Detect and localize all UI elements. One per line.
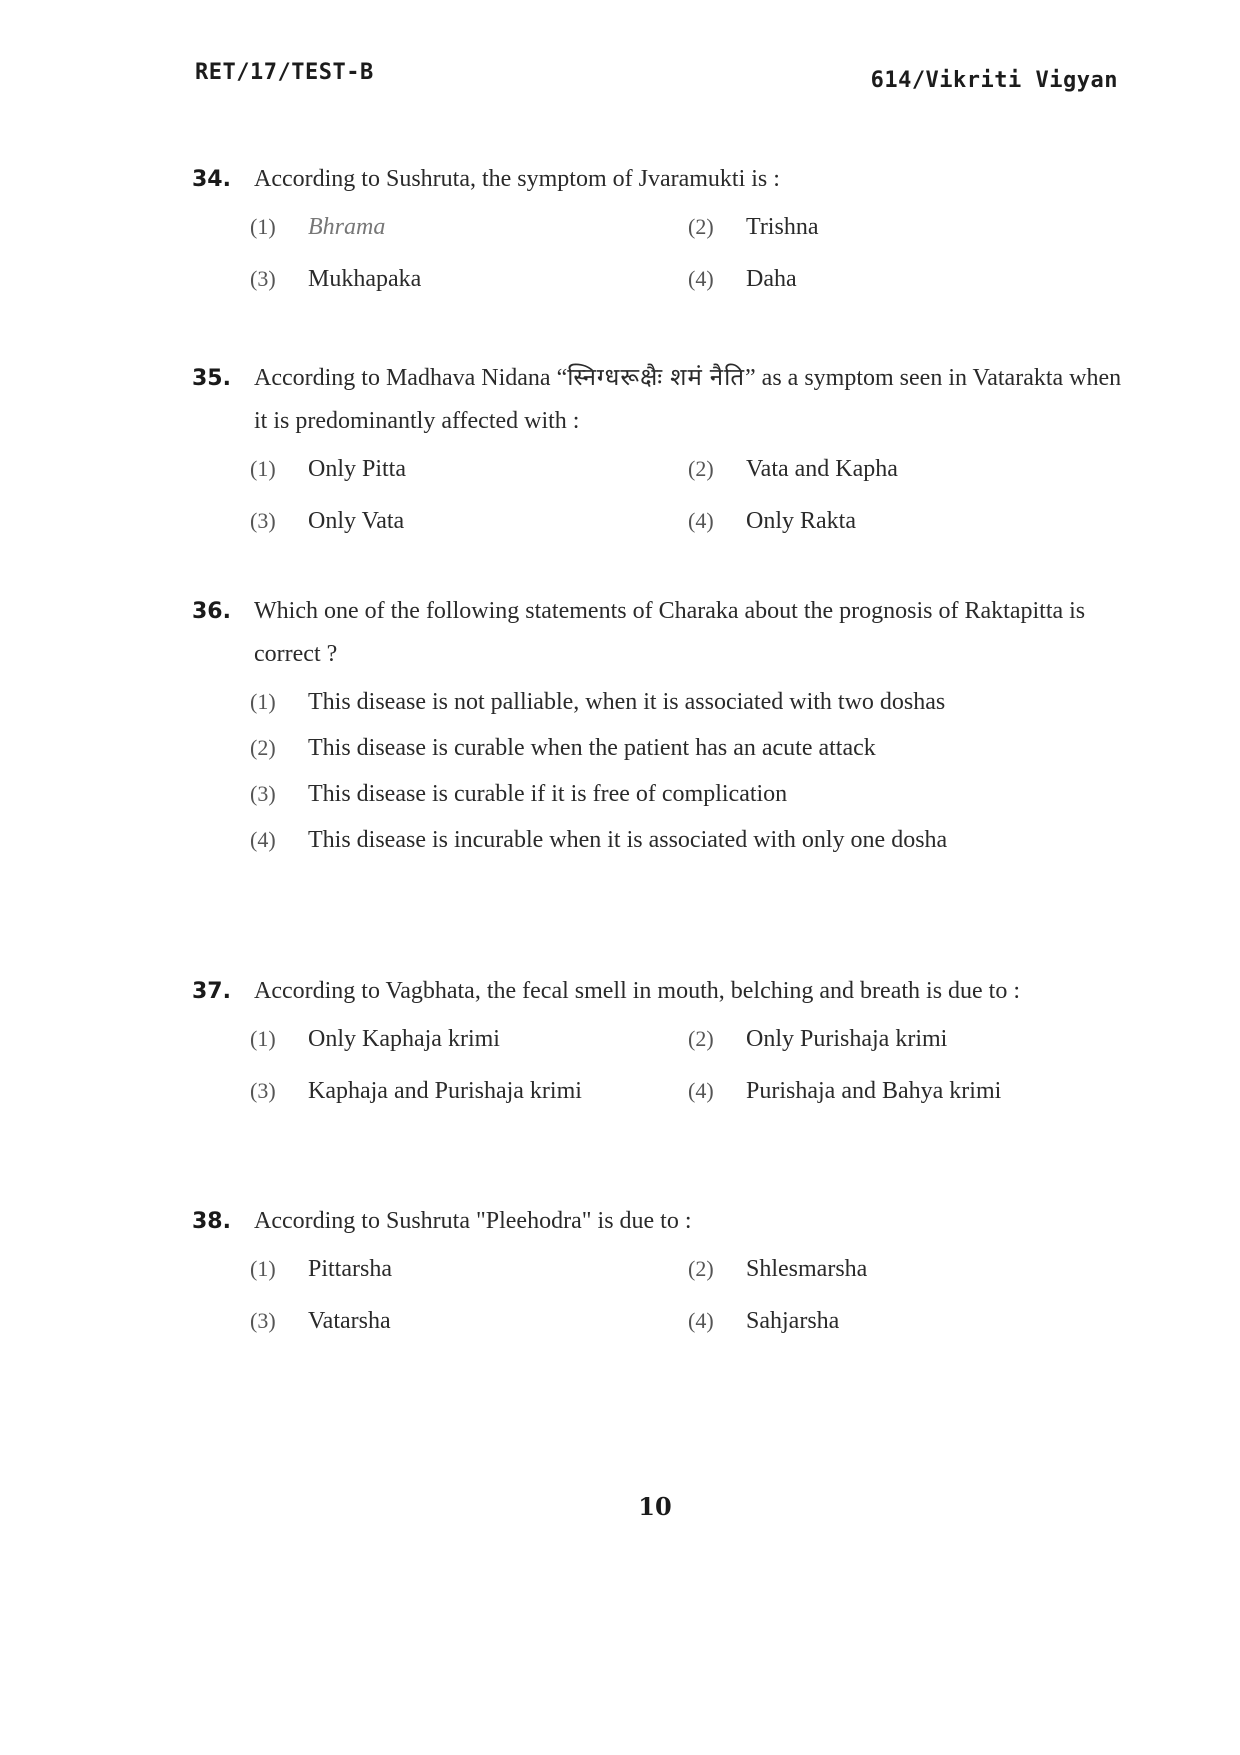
options [250,205,1122,301]
option-3[interactable] [250,1069,688,1113]
option-number: (4) [250,827,276,852]
options [250,680,1122,862]
option-number: (3) [250,1078,276,1103]
option-number: (3) [250,266,276,291]
option-text: Vatarsha [308,1308,391,1334]
option-number: (4) [688,1308,714,1333]
option-3[interactable] [250,499,688,543]
question-stem [192,590,1122,676]
option-1[interactable] [250,1017,688,1061]
question-number: 35. [192,366,231,391]
option-4[interactable] [688,499,1128,543]
option-1[interactable] [250,205,688,249]
option-1[interactable] [250,1247,688,1291]
question-text: According to Sushruta "Pleehodra" is due to : [254,1208,692,1234]
option-4[interactable] [688,257,1128,301]
option-text: Trishna [746,214,819,240]
option-text: This disease is incurable when it is associated with only one dosha [308,827,948,853]
option-4[interactable] [688,1299,1128,1343]
option-text: Kaphaja and Purishaja krimi [308,1078,582,1104]
option-2[interactable] [250,726,1122,770]
question-number: 37. [192,979,231,1004]
option-number: (1) [250,689,276,714]
option-1[interactable] [250,447,688,491]
option-4[interactable] [688,1069,1128,1113]
question-number: 36. [192,599,231,624]
option-text: Only Rakta [746,508,856,534]
option-number: (1) [250,1026,276,1051]
hindi-phrase: स्निग्धरूक्षैः शमं नैति [567,365,746,391]
question-35 [192,357,1122,543]
header-subject: 614/Vikriti Vigyan [870,68,1118,93]
question-stem [192,1200,1122,1243]
option-text: Sahjarsha [746,1308,840,1334]
option-4[interactable] [250,818,1122,862]
option-number: (2) [688,456,714,481]
question-number: 34. [192,167,231,192]
option-text: Purishaja and Bahya krimi [746,1078,1002,1104]
option-number: (3) [250,781,276,806]
option-number: (2) [250,735,276,760]
option-text: Only Kaphaja krimi [308,1026,500,1052]
option-number: (2) [688,1026,714,1051]
option-3[interactable] [250,1299,688,1343]
option-number: (1) [250,456,276,481]
option-text: This disease is not palliable, when it is associated with two doshas [308,689,946,715]
option-number: (4) [688,508,714,533]
question-text-before: According to Madhava Nidana “ [254,365,568,391]
question-text [254,357,1122,443]
option-text: This disease is curable when the patient has an acute attack [308,735,876,761]
option-number: (1) [250,214,276,239]
option-3[interactable] [250,257,688,301]
option-text: Bhrama [308,214,386,240]
option-text: Shlesmarsha [746,1256,868,1282]
option-text: Only Purishaja krimi [746,1026,948,1052]
question-34 [192,158,1122,301]
option-text: Only Vata [308,508,405,534]
option-2[interactable] [688,447,1128,491]
question-text-after: ” as a symptom seen in Vatarakta when it is predominantly affected with : [254,365,1122,434]
options [250,447,1122,543]
page-number: 10 [638,1492,672,1521]
option-number: (3) [250,1308,276,1333]
question-text: Which one of the following statements of Charaka about the prognosis of Raktapitta is correct ? [254,598,1086,667]
option-3[interactable] [250,772,1122,816]
option-2[interactable] [688,205,1128,249]
question-number: 38. [192,1209,231,1234]
question-stem [192,158,1122,201]
options [250,1017,1122,1113]
option-text: Daha [746,266,797,292]
option-number: (2) [688,214,714,239]
option-2[interactable] [688,1017,1128,1061]
question-stem [192,357,1122,443]
question-text: According to Vagbhata, the fecal smell in mouth, belching and breath is due to : [254,978,1021,1004]
option-2[interactable] [688,1247,1128,1291]
question-stem [192,970,1122,1013]
option-number: (2) [688,1256,714,1281]
option-text: Pittarsha [308,1256,392,1282]
option-text: Only Pitta [308,456,407,482]
question-text: According to Sushruta, the symptom of Jvaramukti is : [254,166,780,192]
option-1[interactable] [250,680,1122,724]
question-37 [192,970,1122,1113]
option-number: (3) [250,508,276,533]
option-text: This disease is curable if it is free of complication [308,781,788,807]
option-text: Mukhapaka [308,266,422,292]
options [250,1247,1122,1343]
question-36 [192,590,1122,864]
option-number: (4) [688,1078,714,1103]
option-number: (1) [250,1256,276,1281]
option-number: (4) [688,266,714,291]
header-code: RET/17/TEST-B [195,60,374,85]
question-38 [192,1200,1122,1343]
option-text: Vata and Kapha [746,456,898,482]
